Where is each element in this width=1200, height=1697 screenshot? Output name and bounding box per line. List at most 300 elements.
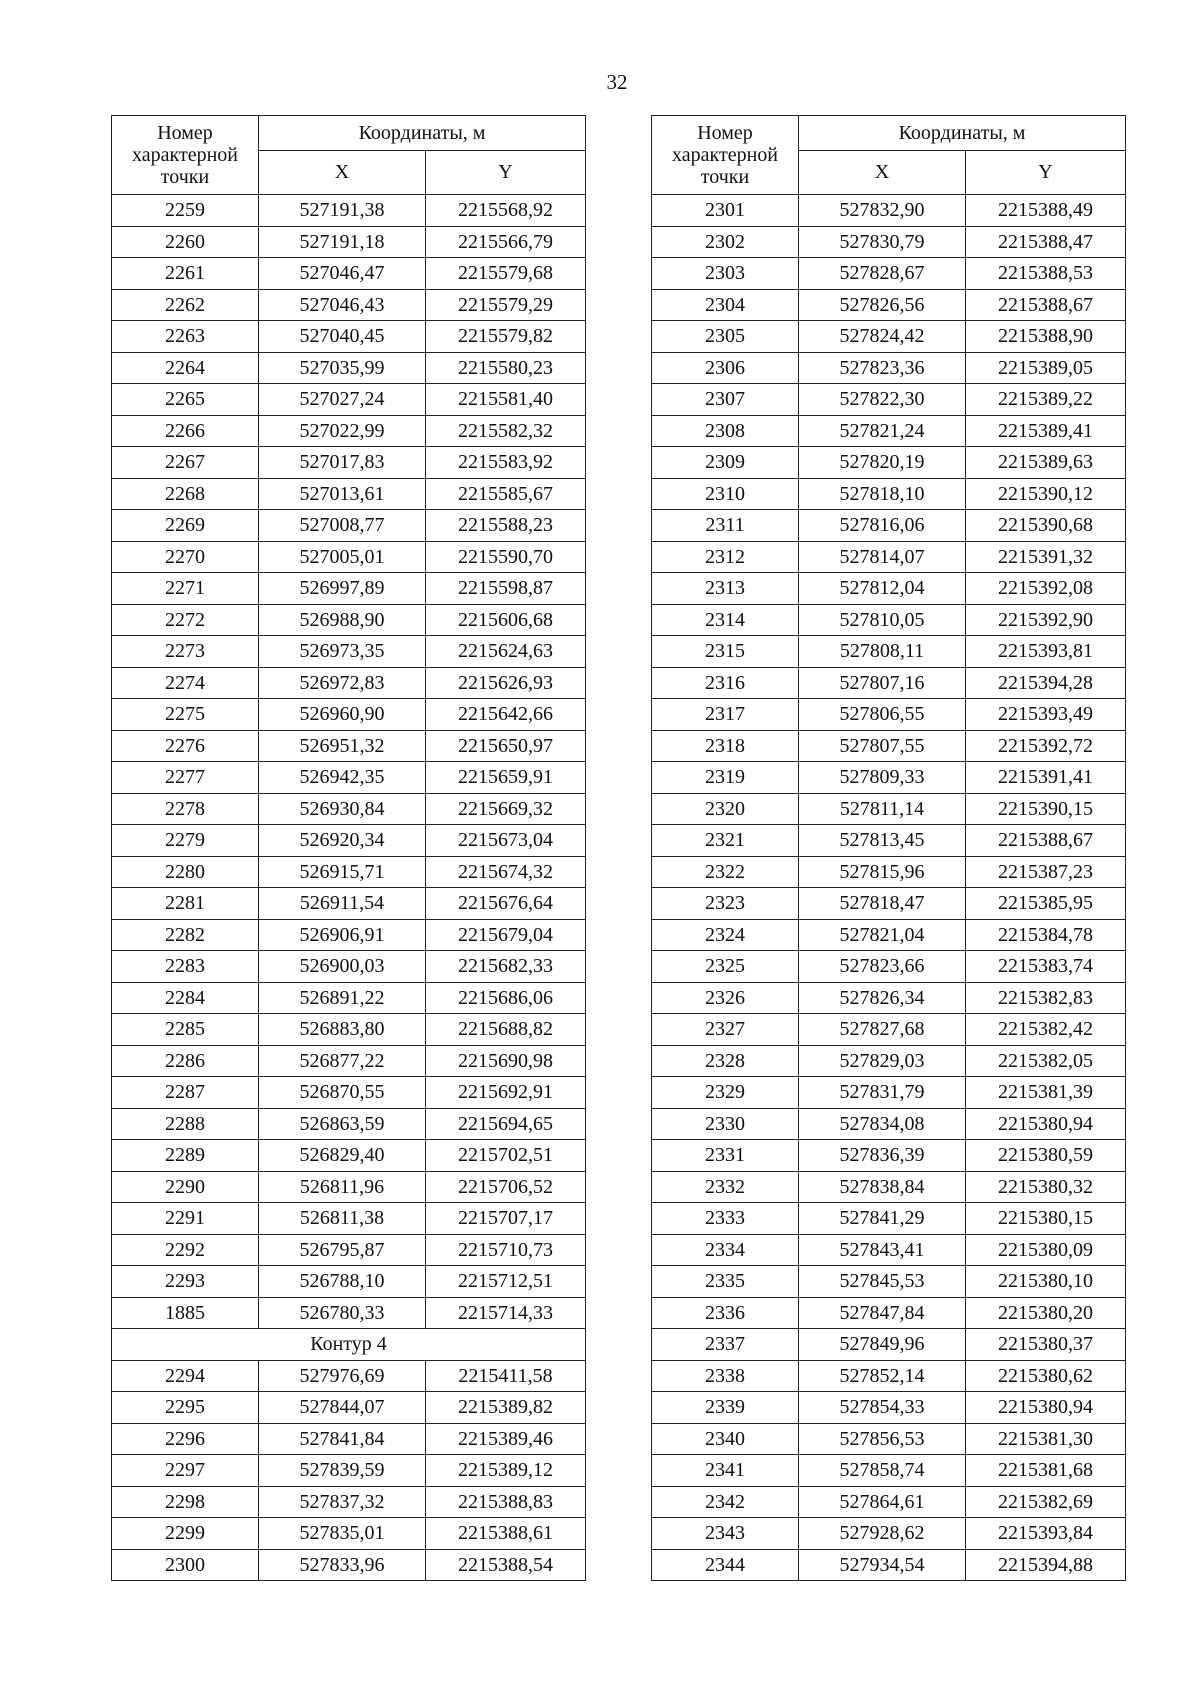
point-number-cell: 2259 <box>112 195 259 227</box>
x-coordinate-cell: 527824,42 <box>799 321 966 353</box>
table-row <box>652 352 1126 384</box>
x-coordinate-cell: 527818,10 <box>799 478 966 510</box>
table-row <box>112 982 586 1014</box>
x-coordinate-cell: 526788,10 <box>259 1266 426 1298</box>
y-coordinate-cell: 2215579,29 <box>426 289 586 321</box>
x-coordinate-cell: 527858,74 <box>799 1455 966 1487</box>
x-coordinate-cell: 527828,67 <box>799 258 966 290</box>
table-row <box>112 1549 586 1581</box>
y-coordinate-cell: 2215568,92 <box>426 195 586 227</box>
table-row <box>652 1014 1126 1046</box>
table-row <box>652 730 1126 762</box>
table-row <box>112 825 586 857</box>
table-row <box>652 1486 1126 1518</box>
y-coordinate-cell: 2215380,10 <box>966 1266 1126 1298</box>
x-coordinate-cell: 527832,90 <box>799 195 966 227</box>
y-coordinate-cell: 2215580,23 <box>426 352 586 384</box>
x-coordinate-cell: 527008,77 <box>259 510 426 542</box>
point-number-cell: 2296 <box>112 1423 259 1455</box>
table-row <box>112 195 586 227</box>
point-number-cell: 2322 <box>652 856 799 888</box>
x-coordinate-cell: 527005,01 <box>259 541 426 573</box>
point-number-cell: 2270 <box>112 541 259 573</box>
table-row <box>652 1234 1126 1266</box>
y-coordinate-cell: 2215714,33 <box>426 1297 586 1329</box>
x-coordinate-cell: 527814,07 <box>799 541 966 573</box>
table-row <box>652 982 1126 1014</box>
point-number-cell: 2309 <box>652 447 799 479</box>
y-coordinate-cell: 2215388,53 <box>966 258 1126 290</box>
point-number-cell: 2269 <box>112 510 259 542</box>
x-coordinate-cell: 526942,35 <box>259 762 426 794</box>
y-coordinate-cell: 2215688,82 <box>426 1014 586 1046</box>
table-row <box>652 447 1126 479</box>
point-number-cell: 2344 <box>652 1549 799 1581</box>
point-number-cell: 2342 <box>652 1486 799 1518</box>
point-number-cell: 2323 <box>652 888 799 920</box>
y-coordinate-cell: 2215380,15 <box>966 1203 1126 1235</box>
x-coordinate-cell: 527816,06 <box>799 510 966 542</box>
table-row <box>112 1077 586 1109</box>
y-coordinate-cell: 2215382,83 <box>966 982 1126 1014</box>
x-coordinate-cell: 526911,54 <box>259 888 426 920</box>
x-coordinate-cell: 526811,38 <box>259 1203 426 1235</box>
table-row <box>112 1234 586 1266</box>
y-coordinate-cell: 2215380,94 <box>966 1108 1126 1140</box>
x-coordinate-cell: 527046,47 <box>259 258 426 290</box>
y-header: Y <box>426 151 586 195</box>
x-coordinate-cell: 526863,59 <box>259 1108 426 1140</box>
x-coordinate-cell: 527845,53 <box>799 1266 966 1298</box>
y-coordinate-cell: 2215679,04 <box>426 919 586 951</box>
point-number-cell: 2315 <box>652 636 799 668</box>
x-coordinate-cell: 527843,41 <box>799 1234 966 1266</box>
y-coordinate-cell: 2215391,41 <box>966 762 1126 794</box>
x-coordinate-cell: 527046,43 <box>259 289 426 321</box>
table-row <box>112 1266 586 1298</box>
x-coordinate-cell: 527856,53 <box>799 1423 966 1455</box>
table-row <box>652 699 1126 731</box>
table-row <box>652 541 1126 573</box>
point-number-cell: 2301 <box>652 195 799 227</box>
y-coordinate-cell: 2215624,63 <box>426 636 586 668</box>
point-number-cell: 2284 <box>112 982 259 1014</box>
x-coordinate-cell: 526915,71 <box>259 856 426 888</box>
y-coordinate-cell: 2215389,63 <box>966 447 1126 479</box>
x-coordinate-cell: 527829,03 <box>799 1045 966 1077</box>
x-coordinate-cell: 526811,96 <box>259 1171 426 1203</box>
y-coordinate-cell: 2215388,54 <box>426 1549 586 1581</box>
x-coordinate-cell: 526960,90 <box>259 699 426 731</box>
y-coordinate-cell: 2215673,04 <box>426 825 586 857</box>
point-number-cell: 2305 <box>652 321 799 353</box>
x-coordinate-cell: 527809,33 <box>799 762 966 794</box>
point-number-cell: 2316 <box>652 667 799 699</box>
x-coordinate-cell: 527013,61 <box>259 478 426 510</box>
point-number-cell: 2313 <box>652 573 799 605</box>
table-row <box>652 825 1126 857</box>
x-coordinate-cell: 527027,24 <box>259 384 426 416</box>
y-coordinate-cell: 2215692,91 <box>426 1077 586 1109</box>
point-number-cell: 2277 <box>112 762 259 794</box>
point-number-cell: 2303 <box>652 258 799 290</box>
point-number-cell: 2271 <box>112 573 259 605</box>
x-coordinate-cell: 527822,30 <box>799 384 966 416</box>
point-number-cell: 2326 <box>652 982 799 1014</box>
point-number-cell: 2337 <box>652 1329 799 1361</box>
y-coordinate-cell: 2215588,23 <box>426 510 586 542</box>
table-row <box>112 258 586 290</box>
point-number-cell: 2292 <box>112 1234 259 1266</box>
x-coordinate-cell: 527934,54 <box>799 1549 966 1581</box>
table-row <box>112 1014 586 1046</box>
point-number-cell: 2290 <box>112 1171 259 1203</box>
point-number-cell: 2276 <box>112 730 259 762</box>
point-number-cell: 2264 <box>112 352 259 384</box>
table-row <box>112 573 586 605</box>
x-coordinate-cell: 526973,35 <box>259 636 426 668</box>
point-number-cell: 2272 <box>112 604 259 636</box>
table-row <box>112 1140 586 1172</box>
x-coordinate-cell: 527831,79 <box>799 1077 966 1109</box>
point-number-cell: 2293 <box>112 1266 259 1298</box>
y-coordinate-cell: 2215390,12 <box>966 478 1126 510</box>
point-number-cell: 2341 <box>652 1455 799 1487</box>
y-coordinate-cell: 2215669,32 <box>426 793 586 825</box>
table-row <box>652 415 1126 447</box>
y-coordinate-cell: 2215381,68 <box>966 1455 1126 1487</box>
x-coordinate-cell: 527976,69 <box>259 1360 426 1392</box>
point-number-cell: 2280 <box>112 856 259 888</box>
table-row <box>112 951 586 983</box>
x-coordinate-cell: 527849,96 <box>799 1329 966 1361</box>
y-coordinate-cell: 2215383,74 <box>966 951 1126 983</box>
point-number-cell: 2297 <box>112 1455 259 1487</box>
point-number-cell: 2260 <box>112 226 259 258</box>
point-number-cell: 2319 <box>652 762 799 794</box>
table-row <box>652 321 1126 353</box>
point-number-cell: 2327 <box>652 1014 799 1046</box>
y-coordinate-cell: 2215694,65 <box>426 1108 586 1140</box>
table-row <box>112 384 586 416</box>
table-row <box>112 541 586 573</box>
table-row <box>112 919 586 951</box>
y-coordinate-cell: 2215388,90 <box>966 321 1126 353</box>
table-row <box>112 1518 586 1550</box>
y-coordinate-cell: 2215626,93 <box>426 667 586 699</box>
y-coordinate-cell: 2215385,95 <box>966 888 1126 920</box>
point-number-cell: 2317 <box>652 699 799 731</box>
table-row <box>652 1329 1126 1361</box>
point-number-cell: 2328 <box>652 1045 799 1077</box>
point-number-cell: 2298 <box>112 1486 259 1518</box>
point-number-cell: 2304 <box>652 289 799 321</box>
y-coordinate-cell: 2215380,62 <box>966 1360 1126 1392</box>
table-row <box>112 856 586 888</box>
table-row <box>112 510 586 542</box>
y-coordinate-cell: 2215392,90 <box>966 604 1126 636</box>
point-number-cell: 2320 <box>652 793 799 825</box>
y-coordinate-cell: 2215388,67 <box>966 289 1126 321</box>
x-coordinate-cell: 527823,66 <box>799 951 966 983</box>
x-coordinate-cell: 527841,84 <box>259 1423 426 1455</box>
point-number-cell: 2333 <box>652 1203 799 1235</box>
x-coordinate-cell: 527864,61 <box>799 1486 966 1518</box>
point-number-cell: 2263 <box>112 321 259 353</box>
page-number: 32 <box>606 70 628 94</box>
y-coordinate-cell: 2215706,52 <box>426 1171 586 1203</box>
x-coordinate-cell: 527827,68 <box>799 1014 966 1046</box>
x-coordinate-cell: 527834,08 <box>799 1108 966 1140</box>
x-coordinate-cell: 527836,39 <box>799 1140 966 1172</box>
point-number-cell: 2265 <box>112 384 259 416</box>
point-number-cell: 2267 <box>112 447 259 479</box>
y-coordinate-cell: 2215389,22 <box>966 384 1126 416</box>
point-number-cell: 2331 <box>652 1140 799 1172</box>
x-coordinate-cell: 527839,59 <box>259 1455 426 1487</box>
table-row <box>652 636 1126 668</box>
table-row <box>652 888 1126 920</box>
x-coordinate-cell: 527040,45 <box>259 321 426 353</box>
table-row <box>652 226 1126 258</box>
y-coordinate-cell: 2215393,81 <box>966 636 1126 668</box>
x-coordinate-cell: 526877,22 <box>259 1045 426 1077</box>
table-row <box>112 352 586 384</box>
x-coordinate-cell: 527191,18 <box>259 226 426 258</box>
table-row <box>112 1171 586 1203</box>
y-coordinate-cell: 2215690,98 <box>426 1045 586 1077</box>
coordinates-table-left <box>111 115 586 1581</box>
point-number-cell: 2268 <box>112 478 259 510</box>
x-coordinate-cell: 527820,19 <box>799 447 966 479</box>
table-row <box>652 856 1126 888</box>
y-coordinate-cell: 2215381,39 <box>966 1077 1126 1109</box>
x-coordinate-cell: 527818,47 <box>799 888 966 920</box>
coordinates-header: Координаты, м <box>259 116 586 151</box>
point-number-cell: 2302 <box>652 226 799 258</box>
table-row <box>112 478 586 510</box>
y-coordinate-cell: 2215642,66 <box>426 699 586 731</box>
x-coordinate-cell: 526883,80 <box>259 1014 426 1046</box>
y-coordinate-cell: 2215388,61 <box>426 1518 586 1550</box>
x-coordinate-cell: 526891,22 <box>259 982 426 1014</box>
table-row <box>652 1518 1126 1550</box>
point-number-cell: 2289 <box>112 1140 259 1172</box>
contour-row <box>112 1329 586 1361</box>
table-row <box>652 478 1126 510</box>
contour-label: Контур 4 <box>112 1329 586 1361</box>
y-coordinate-cell: 2215388,49 <box>966 195 1126 227</box>
table-row <box>112 1360 586 1392</box>
y-coordinate-cell: 2215581,40 <box>426 384 586 416</box>
x-coordinate-cell: 527022,99 <box>259 415 426 447</box>
x-header: X <box>259 151 426 195</box>
y-coordinate-cell: 2215390,68 <box>966 510 1126 542</box>
table-row <box>112 415 586 447</box>
point-number-cell: 2321 <box>652 825 799 857</box>
table-row <box>652 258 1126 290</box>
point-number-cell: 2294 <box>112 1360 259 1392</box>
y-coordinate-cell: 2215380,20 <box>966 1297 1126 1329</box>
coordinates-table-right <box>651 115 1126 1581</box>
y-coordinate-cell: 2215389,46 <box>426 1423 586 1455</box>
table-row <box>112 636 586 668</box>
y-coordinate-cell: 2215393,49 <box>966 699 1126 731</box>
point-number-cell: 2287 <box>112 1077 259 1109</box>
table-row <box>652 1455 1126 1487</box>
x-coordinate-cell: 527826,56 <box>799 289 966 321</box>
table-row <box>652 195 1126 227</box>
point-number-cell: 2325 <box>652 951 799 983</box>
point-number-cell: 2324 <box>652 919 799 951</box>
table-row <box>112 321 586 353</box>
table-row <box>652 1171 1126 1203</box>
table-row <box>112 699 586 731</box>
table-row <box>112 226 586 258</box>
table-row <box>112 289 586 321</box>
point-number-cell: 2278 <box>112 793 259 825</box>
y-header: Y <box>966 151 1126 195</box>
table-row <box>652 1392 1126 1424</box>
y-coordinate-cell: 2215707,17 <box>426 1203 586 1235</box>
x-coordinate-cell: 527837,32 <box>259 1486 426 1518</box>
y-coordinate-cell: 2215579,68 <box>426 258 586 290</box>
x-coordinate-cell: 527808,11 <box>799 636 966 668</box>
table-row <box>652 1423 1126 1455</box>
table-row <box>112 730 586 762</box>
y-coordinate-cell: 2215388,47 <box>966 226 1126 258</box>
table-row <box>112 793 586 825</box>
point-number-cell: 2262 <box>112 289 259 321</box>
x-coordinate-cell: 526900,03 <box>259 951 426 983</box>
x-coordinate-cell: 527821,04 <box>799 919 966 951</box>
point-number-cell: 2343 <box>652 1518 799 1550</box>
x-coordinate-cell: 527807,55 <box>799 730 966 762</box>
x-coordinate-cell: 527815,96 <box>799 856 966 888</box>
table-row <box>652 1140 1126 1172</box>
point-number-cell: 2336 <box>652 1297 799 1329</box>
x-coordinate-cell: 526951,32 <box>259 730 426 762</box>
y-coordinate-cell: 2215686,06 <box>426 982 586 1014</box>
y-coordinate-cell: 2215676,64 <box>426 888 586 920</box>
table-row <box>112 1423 586 1455</box>
x-coordinate-cell: 527812,04 <box>799 573 966 605</box>
coordinates-header: Координаты, м <box>799 116 1126 151</box>
x-coordinate-cell: 526997,89 <box>259 573 426 605</box>
point-number-cell: 2330 <box>652 1108 799 1140</box>
table-row <box>112 447 586 479</box>
x-coordinate-cell: 526795,87 <box>259 1234 426 1266</box>
table-row <box>112 604 586 636</box>
y-coordinate-cell: 2215394,88 <box>966 1549 1126 1581</box>
x-header: X <box>799 151 966 195</box>
y-coordinate-cell: 2215582,32 <box>426 415 586 447</box>
table-row <box>652 951 1126 983</box>
y-coordinate-cell: 2215590,70 <box>426 541 586 573</box>
point-number-cell: 2281 <box>112 888 259 920</box>
point-number-cell: 2312 <box>652 541 799 573</box>
table-row <box>652 510 1126 542</box>
x-coordinate-cell: 527017,83 <box>259 447 426 479</box>
x-coordinate-cell: 527810,05 <box>799 604 966 636</box>
table-row <box>112 1392 586 1424</box>
point-number-cell: 2261 <box>112 258 259 290</box>
table-row <box>112 888 586 920</box>
point-number-cell: 2338 <box>652 1360 799 1392</box>
y-coordinate-cell: 2215674,32 <box>426 856 586 888</box>
y-coordinate-cell: 2215598,87 <box>426 573 586 605</box>
point-number-cell: 2286 <box>112 1045 259 1077</box>
x-coordinate-cell: 527833,96 <box>259 1549 426 1581</box>
x-coordinate-cell: 527830,79 <box>799 226 966 258</box>
table-row <box>652 1297 1126 1329</box>
point-number-cell: 2266 <box>112 415 259 447</box>
x-coordinate-cell: 527835,01 <box>259 1518 426 1550</box>
y-coordinate-cell: 2215585,67 <box>426 478 586 510</box>
point-number-cell: 2318 <box>652 730 799 762</box>
table-row <box>652 289 1126 321</box>
y-coordinate-cell: 2215389,12 <box>426 1455 586 1487</box>
table-row <box>652 573 1126 605</box>
table-row <box>652 1266 1126 1298</box>
point-number-cell: 1885 <box>112 1297 259 1329</box>
y-coordinate-cell: 2215389,41 <box>966 415 1126 447</box>
point-number-cell: 2282 <box>112 919 259 951</box>
x-coordinate-cell: 527844,07 <box>259 1392 426 1424</box>
table-row <box>652 384 1126 416</box>
y-coordinate-cell: 2215391,32 <box>966 541 1126 573</box>
x-coordinate-cell: 527807,16 <box>799 667 966 699</box>
y-coordinate-cell: 2215710,73 <box>426 1234 586 1266</box>
x-coordinate-cell: 527852,14 <box>799 1360 966 1392</box>
table-row <box>112 1203 586 1235</box>
table-row <box>112 1045 586 1077</box>
table-row <box>652 793 1126 825</box>
point-number-cell: 2274 <box>112 667 259 699</box>
point-number-cell: 2339 <box>652 1392 799 1424</box>
x-coordinate-cell: 526988,90 <box>259 604 426 636</box>
point-number-cell: 2311 <box>652 510 799 542</box>
x-coordinate-cell: 526870,55 <box>259 1077 426 1109</box>
y-coordinate-cell: 2215411,58 <box>426 1360 586 1392</box>
point-number-header: Номер характерной точки <box>652 116 799 195</box>
point-number-cell: 2310 <box>652 478 799 510</box>
point-number-cell: 2334 <box>652 1234 799 1266</box>
point-number-cell: 2288 <box>112 1108 259 1140</box>
x-coordinate-cell: 526829,40 <box>259 1140 426 1172</box>
x-coordinate-cell: 527928,62 <box>799 1518 966 1550</box>
point-number-cell: 2314 <box>652 604 799 636</box>
y-coordinate-cell: 2215380,32 <box>966 1171 1126 1203</box>
y-coordinate-cell: 2215387,23 <box>966 856 1126 888</box>
y-coordinate-cell: 2215388,67 <box>966 825 1126 857</box>
y-coordinate-cell: 2215382,69 <box>966 1486 1126 1518</box>
y-coordinate-cell: 2215380,59 <box>966 1140 1126 1172</box>
x-coordinate-cell: 527191,38 <box>259 195 426 227</box>
table-row <box>112 667 586 699</box>
table-row <box>652 1360 1126 1392</box>
point-number-cell: 2295 <box>112 1392 259 1424</box>
point-number-cell: 2329 <box>652 1077 799 1109</box>
table-row <box>652 762 1126 794</box>
x-coordinate-cell: 527838,84 <box>799 1171 966 1203</box>
point-number-cell: 2279 <box>112 825 259 857</box>
x-coordinate-cell: 527811,14 <box>799 793 966 825</box>
x-coordinate-cell: 527826,34 <box>799 982 966 1014</box>
y-coordinate-cell: 2215682,33 <box>426 951 586 983</box>
x-coordinate-cell: 527854,33 <box>799 1392 966 1424</box>
y-coordinate-cell: 2215384,78 <box>966 919 1126 951</box>
